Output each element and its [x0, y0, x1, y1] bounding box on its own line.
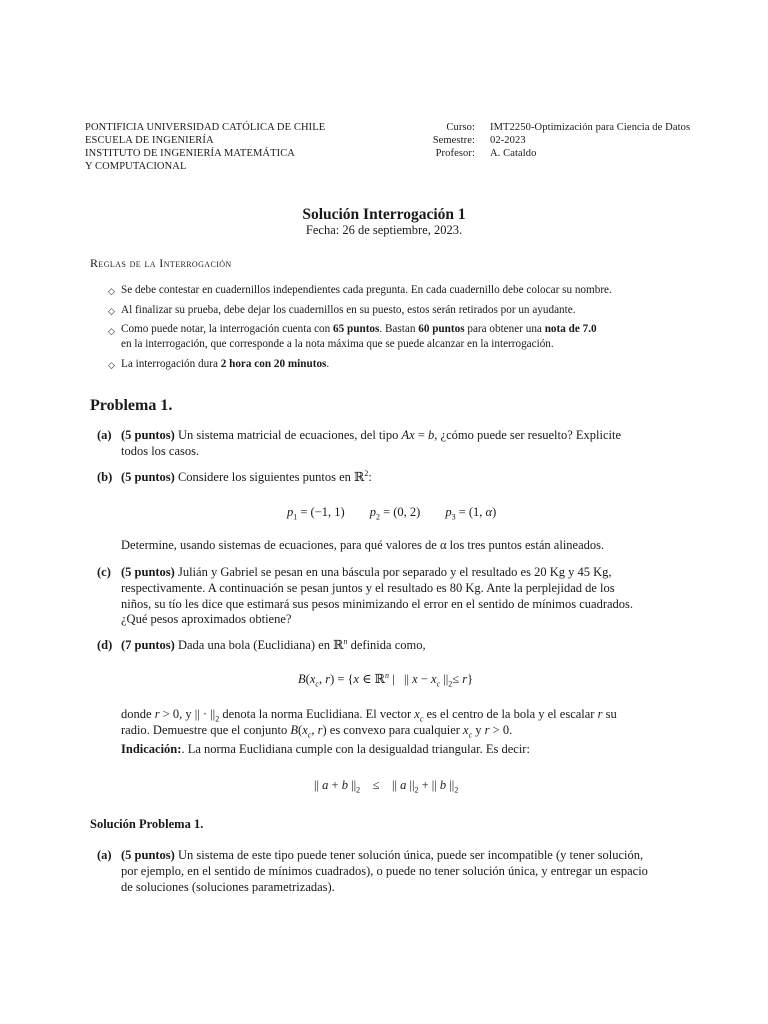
solution-a-tag-text: (a) — [97, 848, 112, 862]
institution-line-3: INSTITUTO DE INGENIERÍA MATEMÁTICA — [85, 148, 295, 159]
item-d-text-b: definida como, — [347, 638, 426, 652]
institution-line-2: ESCUELA DE INGENIERÍA — [85, 135, 214, 146]
semester-value: 02-2023 — [490, 135, 526, 146]
item-d-l1-a: donde — [121, 707, 155, 721]
problem-title: Problema 1. — [90, 397, 173, 414]
item-d-l2-c: y — [472, 723, 485, 737]
bullet-diamond-icon: ◇ — [108, 286, 115, 296]
item-b-question: Determine, usando sistemas de ecuaciones, para qué valores de α los tres puntos están alineados. — [121, 538, 605, 552]
item-a-points: (5 puntos) — [121, 428, 175, 442]
rule-1: Se debe contestar en cuadernillos independientes cada pregunta. En cada cuadernillo debe colocar su nombre. — [121, 284, 612, 296]
institution-line-1: PONTIFICIA UNIVERSIDAD CATÓLICA DE CHILE — [85, 122, 326, 133]
bullet-diamond-icon: ◇ — [108, 306, 115, 316]
rule-3-required-points: 60 puntos — [418, 323, 465, 335]
item-d-points: (7 puntos) — [121, 638, 175, 652]
course-value: IMT2250-Optimización para Ciencia de Datos — [490, 122, 691, 133]
rules-title: Reglas de la Interrogación — [90, 256, 232, 270]
rule-4-text-a: La interrogación dura — [121, 358, 221, 370]
rule-4-text-b: . — [326, 358, 330, 370]
item-a-text-pre: Un sistema matricial de ecuaciones, del tipo — [174, 428, 402, 442]
triangle-inequality: || a + b $||_2$ ≤ || a $||_2$ + || b $||_2$ — [314, 778, 459, 795]
solution-title: Solución Problema 1. — [90, 817, 204, 831]
rule-4 — [121, 357, 329, 372]
rule-2: Al finalizar su prueba, debe dejar los cuadernillos en su puesto, estos serán retirados por un ayudante. — [121, 304, 576, 316]
page-title: Solución Interrogación 1 — [302, 206, 466, 223]
item-d-l2-b: es convexo para cualquier — [326, 723, 464, 737]
rule-3-text-a: Como puede notar, la interrogación cuenta con — [121, 323, 334, 335]
item-d-tag: (d) — [97, 638, 113, 652]
item-a-text-post: , ¿cómo puede ser resuelto? Explicite — [434, 428, 621, 442]
rule-3-max-grade: nota de 7.0 — [544, 323, 597, 335]
rule-3 — [121, 322, 597, 337]
item-d-l2-d: . — [509, 723, 513, 737]
item-d-l1-c: denota la norma Euclidiana. El vector — [219, 707, 415, 721]
institution-line-4: Y COMPUTACIONAL — [85, 161, 187, 172]
points-equation: $p_1 = (-1$, 1) $p_2 = (0$, 2) $p_3 = (1$, α) — [287, 505, 497, 522]
item-c-line-3: niños, su tío les dice que estimará sus pesos minimizando el error en el sentido de mínimos cuadrados. — [121, 597, 634, 611]
solution-a-text-1: Un sistema de este tipo puede tener solución única, puede ser incompatible (y tener solución, — [174, 848, 644, 862]
bullet-diamond-icon: ◇ — [108, 360, 115, 370]
professor-value: A. Cataldo — [490, 148, 537, 159]
rule-3-line-2: en la interrogación, que corresponde a la nota máxima que se puede alcanzar en la interrogación. — [121, 338, 554, 350]
solution-a-points: (5 puntos) — [121, 848, 175, 862]
item-c-line-2: respectivamente. A continuación se pesan juntos y el resultado es 80 Kg. Ante la perplejidad de los — [121, 581, 615, 595]
semester-label: Semestre: — [432, 135, 475, 146]
item-b-tag: (b) — [97, 470, 113, 484]
professor-label: Profesor: — [435, 148, 475, 159]
institution-block — [85, 121, 325, 173]
item-d-text: (7 puntos) Dada una bola (Euclidiana) en ℝ$^n$ definida como, — [121, 636, 426, 652]
item-a-text-2: todos los casos. — [121, 444, 200, 458]
item-d-l1-d: es el centro de la bola y el escalar — [423, 707, 598, 721]
solution-a-line-2: por ejemplo, en el sentido de mínimos cuadrados), o puede no tener solución única, y entregar un espacio — [121, 864, 648, 878]
item-a — [97, 428, 112, 444]
bullet-diamond-icon: ◇ — [108, 326, 115, 336]
solution-a-line-3: de soluciones (soluciones parametrizadas). — [121, 880, 335, 894]
item-b-text-main: Considere los siguientes puntos en — [174, 470, 354, 484]
item-d-line-1: donde r > 0, y || · $||_2$ denota la norma Euclidiana. El vector $x_c$ es el centro de la bola y el escalar r su — [121, 707, 617, 724]
hint-label: Indicación: — [121, 742, 182, 756]
hint — [121, 742, 530, 758]
course-label: Curso: — [446, 122, 475, 133]
item-c-points: (5 puntos) — [121, 565, 175, 579]
rule-3-text-b: . Bastan — [379, 323, 419, 335]
item-c-text — [121, 565, 612, 581]
item-b-text: (5 puntos) Considere los siguientes puntos en ℝ$^2$: — [121, 468, 372, 484]
item-d-l2-a: radio. Demuestre que el conjunto — [121, 723, 291, 737]
item-a-text: (5 puntos) Un sistema matricial de ecuaciones, del tipo Ax = b, ¿cómo puede ser resuelto? Explicite — [121, 428, 621, 442]
rule-3-total-points: 65 puntos — [333, 323, 380, 335]
item-b-points: (5 puntos) — [121, 470, 175, 484]
rule-3-text-c: para obtener una — [464, 323, 545, 335]
ball-definition: $B(x_c$, r) = {x ∈ ℝ$^n$ | || $x - x_c$ $||_2\le r$} — [298, 670, 474, 689]
item-c-line-4: ¿Qué pesos aproximados obtiene? — [121, 612, 292, 626]
item-d-line-2: radio. Demuestre que el conjunto $B(x_c$, r) es convexo para cualquier $x_c$ y r > 0. — [121, 723, 513, 740]
item-d-l1-b: , y — [179, 707, 195, 721]
hint-text: . La norma Euclidiana cumple con la desigualdad triangular. Es decir: — [181, 742, 530, 756]
item-d-text-a: Dada una bola (Euclidiana) en — [174, 638, 334, 652]
item-a-tag: (a) — [97, 428, 112, 442]
solution-a-line-1 — [121, 848, 643, 864]
exam-date: Fecha: 26 de septiembre, 2023. — [305, 223, 463, 237]
solution-a-tag — [97, 848, 112, 864]
item-c-tag: (c) — [97, 565, 111, 579]
item-d-l1-e: su — [602, 707, 617, 721]
item-c-line-1: Julián y Gabriel se pesan en una báscula por separado y el resultado es 20 Kg y 45 Kg, — [174, 565, 612, 579]
rule-4-duration: 2 hora con 20 minutos — [220, 358, 327, 370]
